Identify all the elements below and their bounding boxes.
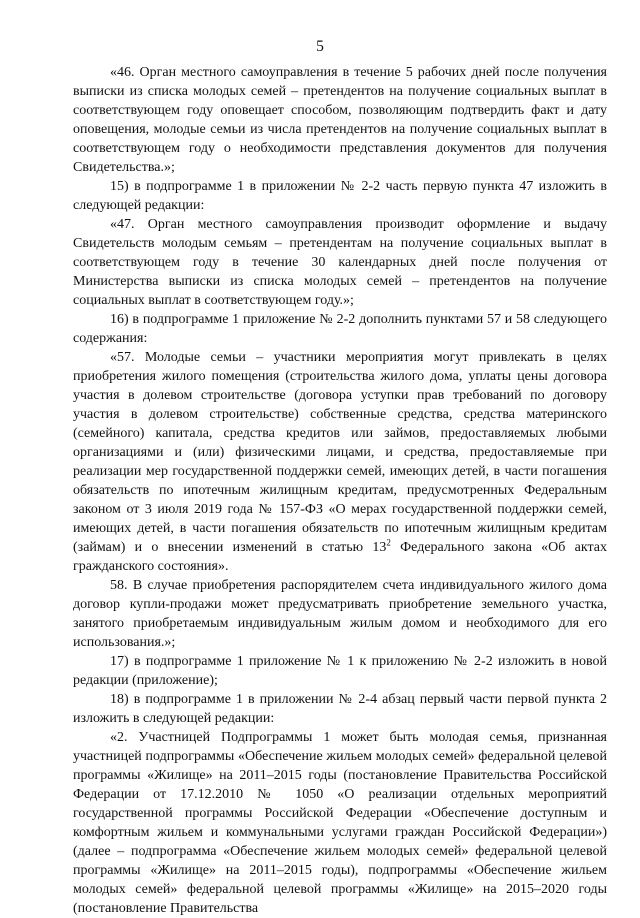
article-superscript: 2 [386, 537, 391, 548]
paragraph-item-46: «46. Орган местного самоуправления в течение 5 рабочих дней после получения выписки из списка молодых семей – претендентов на получение социальных выплат в соответствующем году оповещает способом, позволяющим подтвердить факт и дату оповещения, молодые семьи из числа претендентов на получение социальных выплат в соответствующем году о необходимости представления документов для получения Свидетельства.»; [73, 65, 607, 175]
paragraph-amendment-18: 18) в подпрограмме 1 в приложении № 2-4 абзац первый части первой пункта 2 изложить в следующей редакции: [73, 692, 607, 726]
document-body [73, 63, 607, 918]
paragraph-item-57-text: «57. Молодые семьи – участники мероприятия могут привлекать в целях приобретения жилого помещения (строительства жилого дома, уплаты цены договора участия в долевом строительстве (договора уступки прав требований по договору участия в долевом строительстве) собственные средства, средства материнского (семейного) капитала, средства кредитов или займов, предоставляемых любыми организациями и (или) физическими лицами, и средства, предоставляемые при реализации мер государственной поддержки семей, имеющих детей, в части погашения обязательств по ипотечным жилищным кредитам, предусмотренных Федеральным законом от 3 июля 2019 года № 157-ФЗ «О мерах государственной поддержки семей, имеющих детей, в части погашения обязательств по ипотечным жилищным кредитам (займам) и о внесении изменений в статью 13 [73, 350, 607, 555]
paragraph-amendment-15: 15) в подпрограмме 1 в приложении № 2-2 часть первую пункта 47 изложить в следующей редакции: [73, 179, 607, 213]
paragraph-item-2: «2. Участницей Подпрограммы 1 может быть молодая семья, признанная участницей подпрограммы «Обеспечение жильем молодых семей» федеральной целевой программы «Жилище» на 2011–2015 годы (постановление Правительства Российской Федерации от 17.12.2010 № 1050 «О реализации отдельных мероприятий государственной программы Российской Федерации «Обеспечение доступным и комфортным жильем и коммунальными услугами граждан Российской Федерации») (далее – подпрограмма «Обеспечение жильем молодых семей» федеральной целевой программы «Жилище» на 2011–2015 годы), подпрограммы «Обеспечение жильем молодых семей» федеральной целевой программы «Жилище» на 2015–2020 годы (постановление Правительства [73, 730, 607, 916]
paragraph-amendment-16: 16) в подпрограмме 1 приложение № 2-2 дополнить пунктами 57 и 58 следующего содержания: [73, 312, 607, 346]
paragraph-item-47: «47. Орган местного самоуправления производит оформление и выдачу Свидетельств молодым семьям – претендентам на получение социальных выплат в соответствующем году в течение 30 календарных дней после получения от Министерства выписки из списка молодых семей – претендентов на получение социальных выплат в соответствующем году.»; [73, 217, 607, 308]
page-number: 5 [316, 38, 324, 55]
paragraph-amendment-17: 17) в подпрограмме 1 приложение № 1 к приложению № 2-2 изложить в новой редакции (приложение); [73, 654, 607, 688]
paragraph-item-57-tail: Федерального закона «Об актах гражданского состояния». [73, 540, 607, 574]
paragraph-item-58: 58. В случае приобретения распорядителем счета индивидуального жилого дома договор купли-продажи может предусматривать приобретение земельного участка, занятого приобретаемым индивидуальным жилым домом и необходимого для его использования.»; [73, 578, 607, 650]
paragraph-item-57 [73, 348, 607, 576]
